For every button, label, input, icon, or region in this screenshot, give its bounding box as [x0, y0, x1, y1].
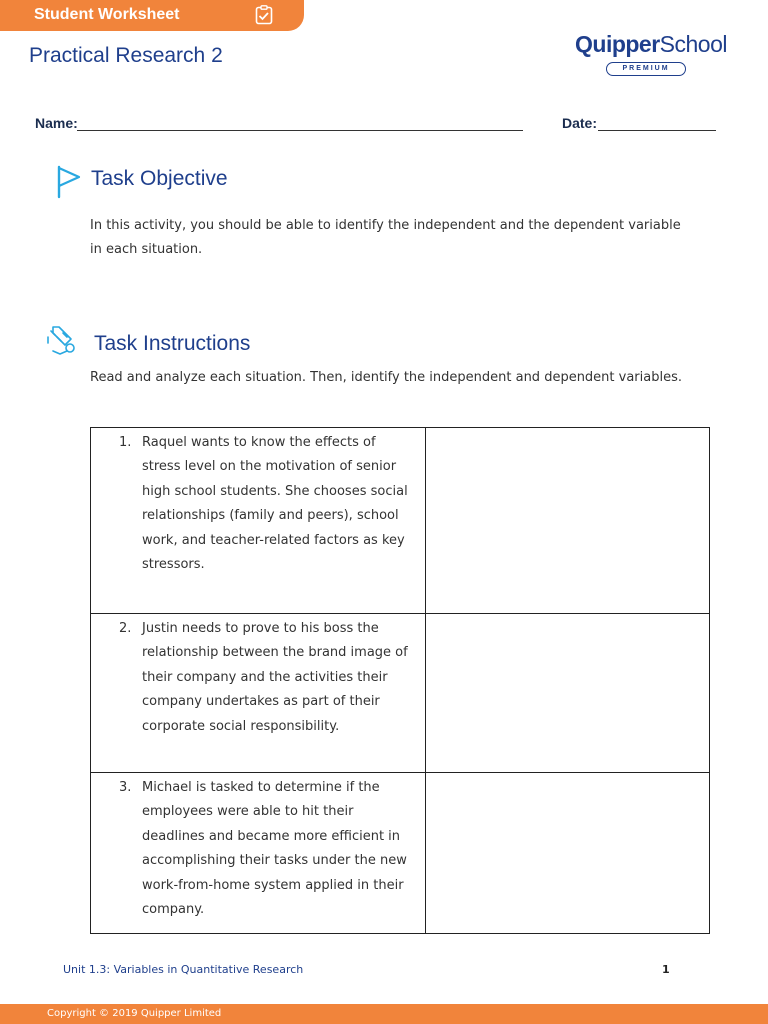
copyright-text: Copyright © 2019 Quipper Limited	[47, 1008, 222, 1019]
worksheet-tab-label: Student Worksheet	[34, 6, 180, 23]
logo-wordmark: QuipperSchool	[575, 31, 727, 57]
clipboard-check-icon	[255, 5, 273, 25]
situation-1	[91, 428, 425, 577]
task-objective-title: Task Objective	[91, 167, 228, 190]
situation-text: Raquel wants to know the effects of stress level on the motivation of senior high school students. She chooses social relationships (family and peers), school work, and teacher-related factors as key stressors.	[142, 435, 408, 573]
unit-label: Unit 1.3: Variables in Quantitative Research	[63, 963, 304, 976]
date-label: Date:	[562, 115, 598, 131]
flag-icon	[55, 165, 83, 199]
situation-cell	[91, 428, 426, 614]
answer-cell[interactable]	[426, 614, 710, 773]
footer-bar	[0, 1004, 768, 1024]
table-row	[91, 773, 710, 934]
situation-2	[91, 614, 425, 739]
quipper-school-logo	[575, 31, 727, 79]
logo-premium-badge: PREMIUM	[606, 62, 686, 76]
situation-number: 1.	[119, 435, 132, 450]
situation-number: 2.	[119, 621, 132, 636]
worksheet-tab	[0, 0, 304, 31]
situation-number: 3.	[119, 780, 132, 795]
situation-cell	[91, 614, 426, 773]
task-objective-text: In this activity, you should be able to identify the independent and the dependent variable in each situation.	[90, 218, 681, 257]
situation-cell	[91, 773, 426, 934]
name-label: Name:	[35, 115, 78, 131]
task-instructions-title: Task Instructions	[94, 332, 251, 355]
situation-text: Justin needs to prove to his boss the relationship between the brand image of their company and the activities their company undertakes as part of their corporate social responsibility.	[142, 621, 408, 734]
page-number: 1	[662, 963, 670, 976]
answer-cell[interactable]	[426, 773, 710, 934]
subject-title: Practical Research 2	[29, 44, 223, 67]
situation-3	[91, 773, 425, 922]
situations-table	[90, 427, 710, 934]
answer-cell[interactable]	[426, 428, 710, 614]
stethoscope-icon	[45, 323, 81, 359]
table-row	[91, 614, 710, 773]
situation-text: Michael is tasked to determine if the employees were able to hit their deadlines and became more efficient in accomplishing their tasks under the new work-from-home system applied in their company.	[142, 780, 407, 918]
name-field-line[interactable]	[77, 130, 523, 131]
date-field-line[interactable]	[598, 130, 716, 131]
table-row	[91, 428, 710, 614]
task-instructions-text: Read and analyze each situation. Then, identify the independent and dependent variables.	[90, 370, 682, 385]
